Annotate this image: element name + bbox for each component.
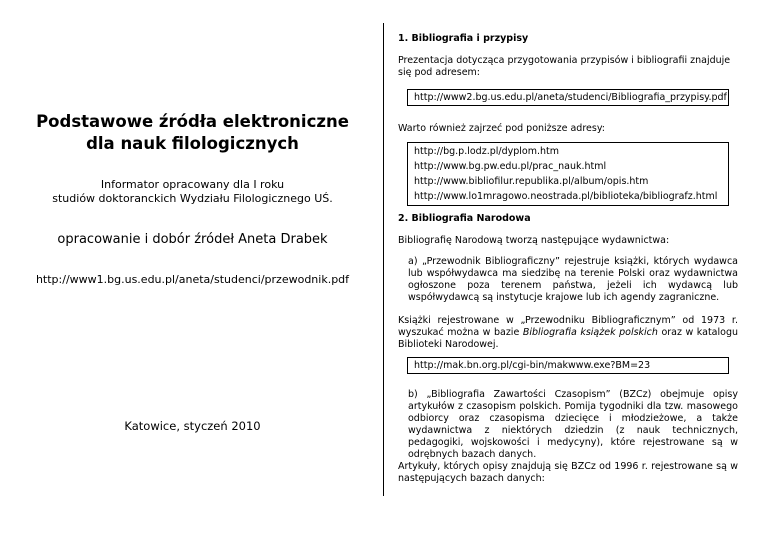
books-database-name: Bibliografia książek polskich (522, 327, 658, 338)
books-text-end: oraz w katalogu Biblioteki Narodowej. (398, 327, 738, 350)
extra-url-link[interactable]: http://bg.p.lodz.pl/dyplom.htm (414, 146, 560, 157)
section-2-intro: Bibliografię Narodową tworzą następujące wydawnictwa: (398, 235, 670, 246)
title-page (20, 0, 365, 543)
compiled-by: opracowanie i dobór źródeł Aneta Drabek (57, 232, 328, 247)
section-1-also: Warto również zajrzeć pod poniższe adresy: (398, 123, 605, 134)
subtitle-line-1: Informator opracowany dla I roku (100, 178, 285, 191)
catalog-url-link[interactable]: http://mak.bn.org.pl/cgi-bin/makwww.exe?BM=23 (414, 360, 651, 371)
section-1-intro: Prezentacja dotycząca przygotowania przypisów i bibliografii znajduje się pod adresem: (398, 55, 731, 78)
bibliography-url-box (407, 89, 729, 106)
extra-url-link[interactable]: http://www.lo1mragowo.neostrada.pl/biblioteka/bibliografz.html (414, 191, 718, 202)
title-line-2: dla nauk filologicznych (86, 134, 299, 153)
section-1-heading: 1. Bibliografia i przypisy (398, 33, 529, 44)
place-date: Katowice, styczeń 2010 (124, 419, 261, 433)
books-paragraph (398, 315, 738, 351)
bibliography-url-link[interactable]: http://www2.bg.us.edu.pl/aneta/studenci/Bibliografia_przypisy.pdf (414, 92, 727, 103)
extra-url-link[interactable]: http://www.bg.pw.edu.pl/prac_nauk.html (414, 161, 607, 172)
articles-paragraph: Artykuły, których opisy znajdują się BZCz od 1996 r. rejestrowane są w następujących bazach danych: (398, 461, 738, 484)
extra-urls-box (407, 142, 729, 206)
item-a-paragraph: a) „Przewodnik Bibliograficzny” rejestruje książki, których wydawca lub współwydawca ma siedzibę na terenie Polski oraz wydawnictwa ogłoszone poza terenem państwa, jeżeli ich wydawcą lub współwydawcą są instytucje krajowe lub ich agendy zagraniczne. (408, 256, 738, 303)
extra-url-link[interactable]: http://www.bibliofilur.republika.pl/album/opis.htm (414, 176, 649, 187)
section-2-heading: 2. Bibliografia Narodowa (398, 213, 531, 224)
document-subtitle (20, 178, 365, 206)
document-title (20, 111, 365, 155)
guide-url-link[interactable]: http://www1.bg.us.edu.pl/aneta/studenci/przewodnik.pdf (35, 273, 350, 286)
books-text-start: Książki rejestrowane w „Przewodniku Bibliograficznym” od 1973 r. wyszukać można w bazie (398, 315, 738, 338)
item-b-paragraph: b) „Bibliografia Zawartości Czasopism” (BZCz) obejmuje opisy artykułów z czasopism polskich. Pomija tygodniki dla tzw. masowego odbiorcy oraz czasopisma dziecięce i młodzieżowe, a także wydawnictwa z niektórych dziedzin (z nauk technicznych, pedagogiki, wojskowości i medycyny), które rejestrowane są w odrębnych bazach danych. (408, 389, 738, 460)
catalog-url-box (407, 357, 729, 374)
title-line-1: Podstawowe źródła elektroniczne (36, 112, 349, 131)
column-divider (383, 23, 384, 496)
subtitle-line-2: studiów doktoranckich Wydziału Filologicznego UŚ. (52, 192, 333, 205)
